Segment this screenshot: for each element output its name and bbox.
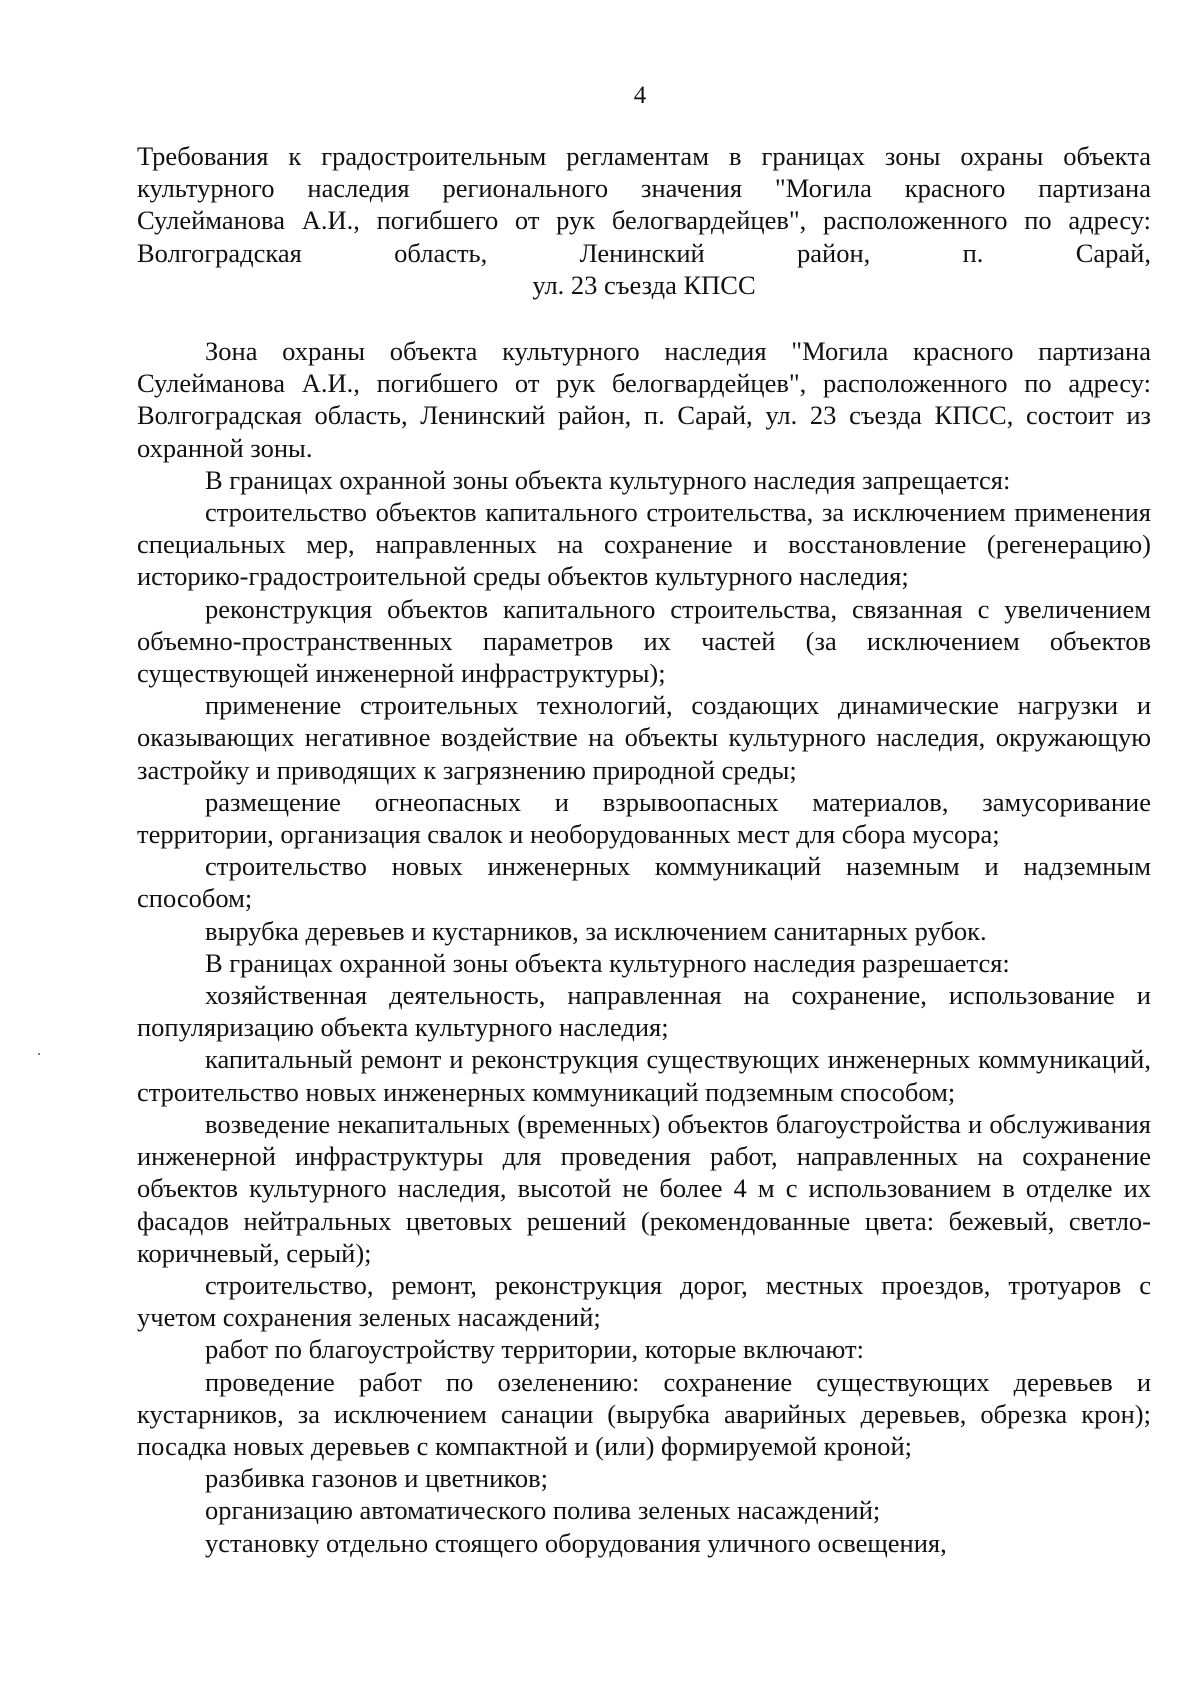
list-item: хозяйственная деятельность, направленная на сохранение, использование и популяризацию объекта культурного наследия; <box>137 980 1151 1043</box>
list-item: строительство, ремонт, реконструкция дорог, местных проездов, тротуаров с учетом сохранения зеленых насаждений; <box>137 1269 1151 1333</box>
list-item: строительство новых инженерных коммуникаций наземным и надземным способом; <box>137 851 1151 914</box>
list-item: проведение работ по озеленению: сохранение существующих деревьев и кустарников, за исключением санации (вырубка аварийных деревьев, обрезка крон); посадка новых деревьев с компактной и (или) формируемой кроной; <box>137 1366 1151 1461</box>
list-item: вырубка деревьев и кустарников, за исключением санитарных рубок. <box>205 915 987 946</box>
list-item: капитальный ремонт и реконструкция существующих инженерных коммуникаций, строительство новых инженерных коммуникаций подземным способом; <box>137 1044 1151 1107</box>
paragraph: В границах охранной зоны объекта культурного наследия запрещается: <box>205 464 1011 495</box>
title-line: культурного наследия регионального значения "Могила красного партизана <box>137 173 1151 204</box>
section-spacer <box>137 301 1151 335</box>
document-body <box>137 140 1151 1559</box>
title-line: Сулейманова А.И., погибшего от рук белогвардейцев", расположенного по адресу: <box>137 205 1151 236</box>
list-item: разбивка газонов и цветников; <box>205 1463 548 1494</box>
list-item: строительство объектов капитального строительства, за исключением применения специальных мер, направленных на сохранение и восстановление (регенерацию) историко-градостроительной среды объектов культурного наследия; <box>137 497 1151 592</box>
page-number: 4 <box>633 82 647 109</box>
paragraph: Зона охраны объекта культурного наследия "Могила красного партизана Сулейманова А.И., погибшего от рук белогвардейцев", расположенного по адресу: Волгоградская область, Ленинский район, п. Сарай, ул. 23 съезда КПСС, состоит из охранной зоны. <box>137 336 1151 463</box>
title-line: Волгоградская область, Ленинский район, п. Сарай, <box>137 237 1151 268</box>
document-title <box>137 140 1151 301</box>
scan-artifact-dot <box>38 1053 40 1055</box>
list-item: организацию автоматического полива зеленых насаждений; <box>205 1495 881 1526</box>
list-item: установку отдельно стоящего оборудования уличного освещения, <box>205 1527 947 1558</box>
paragraph: В границах охранной зоны объекта культурного наследия разрешается: <box>205 947 1010 978</box>
title-line: ул. 23 съезда КПСС <box>532 269 756 300</box>
list-item: размещение огнеопасных и взрывоопасных материалов, замусоривание территории, организация свалок и необорудованных мест для сбора мусора; <box>137 786 1151 850</box>
title-line: Требования к градостроительным регламентам в границах зоны охраны объекта <box>137 141 1151 171</box>
list-item: применение строительных технологий, создающих динамические нагрузки и оказывающих негативное воздействие на объекты культурного наследия, окружающую застройку и приводящих к загрязнению природной среды; <box>137 690 1151 785</box>
list-item: возведение некапитальных (временных) объектов благоустройства и обслуживания инженерной инфраструктуры для проведения работ, направленных на сохранение объектов культурного наследия, высотой не более 4 м с использованием в отделке их фасадов нейтральных цветовых решений (рекомендованные цвета: бежевый, светло-коричневый, серый); <box>137 1108 1151 1268</box>
list-item: работ по благоустройству территории, которые включают: <box>205 1334 864 1365</box>
list-item: реконструкция объектов капитального строительства, связанная с увеличением объемно-пространственных параметров их частей (за исключением объектов существующей инженерной инфраструктуры); <box>137 593 1151 689</box>
